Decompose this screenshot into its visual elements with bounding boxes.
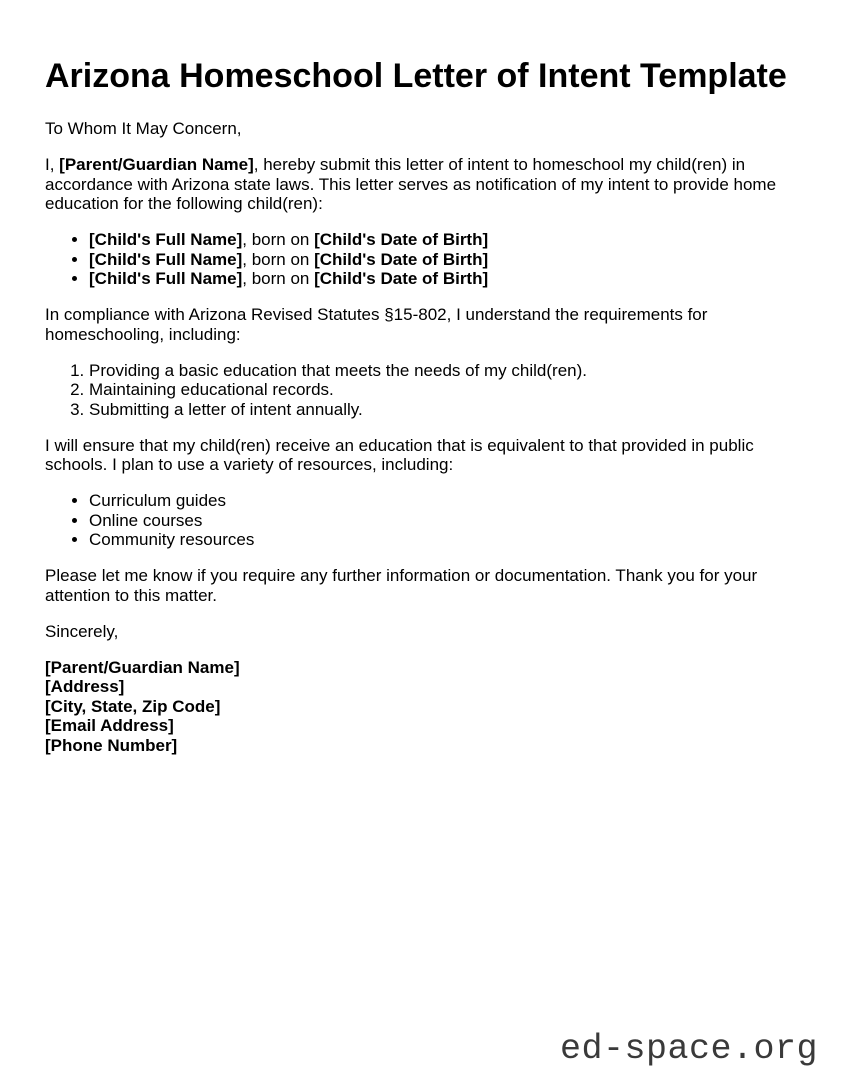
salutation: To Whom It May Concern, — [45, 119, 242, 138]
signature-line-city-state-zip: [City, State, Zip Code] — [45, 696, 221, 716]
resource-item: • Online courses — [89, 511, 804, 531]
resource-item: • Community resources — [89, 530, 804, 550]
resource-item: • Curriculum guides — [89, 491, 804, 511]
child-list-item: • [Child's Full Name], born on [Child's Date of Birth] — [89, 230, 804, 250]
signature-line-email: [Email Address] — [45, 716, 174, 735]
site-watermark: ed-space.org — [559, 1029, 818, 1069]
page-title: Arizona Homeschool Letter of Intent Template — [45, 57, 787, 95]
requirement-item: 2. Maintaining educational records. — [89, 380, 804, 400]
children-list — [45, 230, 804, 289]
signature-block — [45, 658, 804, 756]
signature-line-name: [Parent/Guardian Name] — [45, 657, 240, 677]
intro-paragraph: I, [Parent/Guardian Name], hereby submit this letter of intent to homeschool my child(ren) in accordance with Arizona state laws. This letter serves as notification of my intent to provide home education for the following child(ren): — [45, 155, 777, 213]
resources-list — [45, 491, 804, 550]
closing-paragraph: Please let me know if you require any further information or documentation. Thank you for your attention to this matter. — [45, 566, 758, 605]
compliance-paragraph: In compliance with Arizona Revised Statutes §15-802, I understand the requirements for homeschooling, including: — [45, 305, 708, 344]
signoff: Sincerely, — [45, 621, 119, 641]
resources-paragraph: I will ensure that my child(ren) receive an education that is equivalent to that provided in public schools. I plan to use a variety of resources, including: — [45, 435, 754, 474]
requirements-list — [45, 361, 804, 420]
child-list-item: • [Child's Full Name], born on [Child's Date of Birth] — [89, 250, 804, 270]
child-list-item: • [Child's Full Name], born on [Child's Date of Birth] — [89, 269, 804, 289]
requirement-item: 1. Providing a basic education that meets the needs of my child(ren). — [89, 361, 804, 381]
signature-line-address: [Address] — [45, 677, 125, 696]
requirement-item: 3. Submitting a letter of intent annually. — [89, 400, 804, 420]
signature-line-phone: [Phone Number] — [45, 735, 178, 755]
